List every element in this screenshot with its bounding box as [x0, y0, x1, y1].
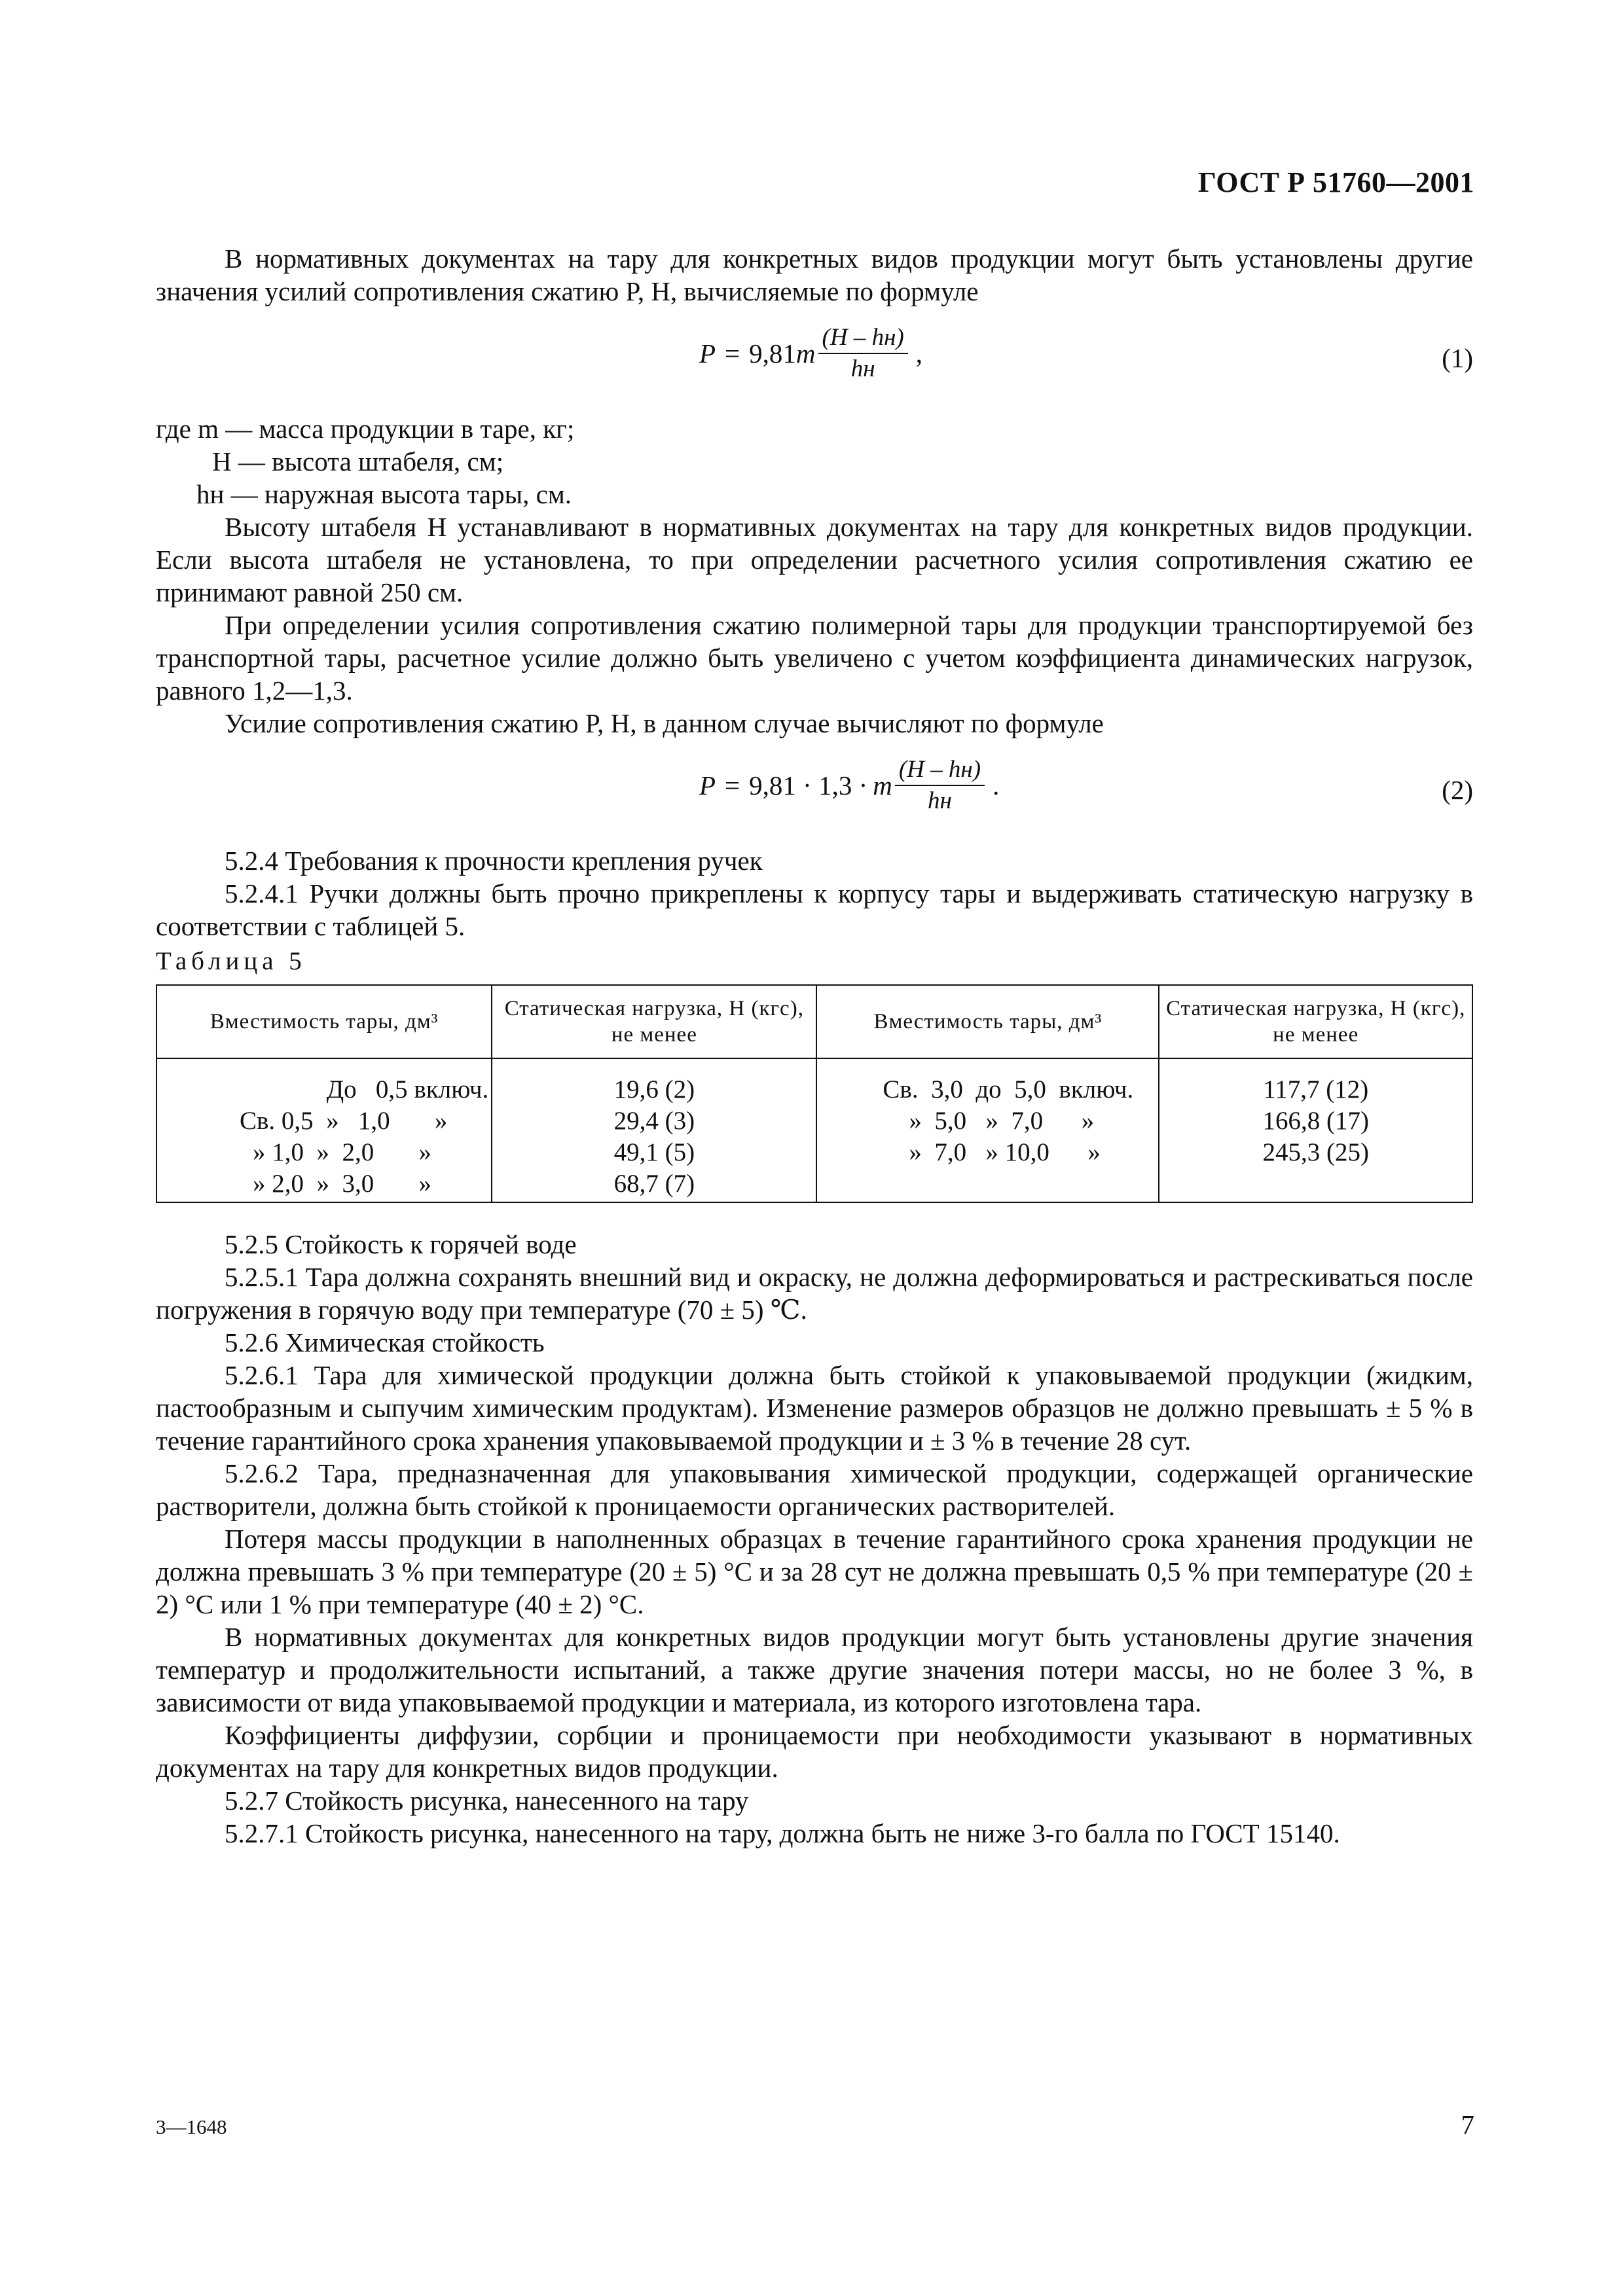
where-line-1: где m — масса продукции в таре, кг; [156, 414, 575, 444]
table-5 [156, 984, 1473, 1203]
formula-2 [156, 747, 1473, 833]
table-cell-load: 49,1 (5) [492, 1137, 816, 1168]
table-cell-load: 19,6 (2) [492, 1074, 816, 1105]
where-line-3: hн — наружная высота тары, см. [196, 479, 572, 509]
section-5-2-7-heading: 5.2.7 Стойкость рисунка, нанесенного на тару [225, 1785, 749, 1816]
intro-paragraph: В нормативных документах на тару для конкретных видов продукции могут быть установлены другие значения усилий сопротивления сжатию P, Н, вычисляемые по формуле [156, 243, 1473, 306]
formula-1-fraction [818, 323, 908, 384]
formula-2-denominator: hн [928, 787, 952, 814]
section-5-2-4-1: 5.2.4.1 Ручки должны быть прочно прикреплены к корпусу тары и выдерживать статическую нагрузку в соответствии с таблицей 5. [156, 878, 1473, 941]
mass-loss-paragraph: Потеря массы продукции в наполненных образцах в течение гарантийного срока хранения продукции не должна превышать 3 % при температуре (20 ± 5) °С и за 28 сут не должна превышать 0,5 % при температуре (20 ± 2) °С или 1 % при температуре (40 ± 2) °С. [156, 1524, 1473, 1619]
document-body [156, 242, 1473, 1850]
table-cell-capacity: » 5,0 » 7,0 » [909, 1107, 1095, 1135]
stack-height-paragraph: Высоту штабеля H устанавливают в нормативных документах на тару для конкретных видов продукции. Если высота штабеля не установлена, то при определении расчетного усилия сопротивления сжатию ее принимают равной 250 см. [156, 512, 1473, 607]
document-code: ГОСТ Р 51760—2001 [1197, 166, 1474, 198]
table-cell-capacity: Св. 3,0 до 5,0 включ. [883, 1075, 1134, 1103]
section-5-2-6-heading: 5.2.6 Химическая стойкость [225, 1327, 545, 1357]
formula-1-numerator: (H – hн) [822, 324, 904, 351]
footer-print-code: 3—1648 [156, 2115, 227, 2138]
formula-2-intro: Усилие сопротивления сжатию P, Н, в данном случае вычисляют по формуле [225, 708, 1104, 738]
table-cell-capacity: Св. 0,5 » 1,0 » [240, 1107, 448, 1135]
table-header-row [156, 985, 1472, 1058]
formula-2-eq: = [725, 770, 740, 800]
table-row [156, 1074, 1472, 1105]
section-5-2-5-heading: 5.2.5 Стойкость к горячей воде [225, 1229, 577, 1259]
table-cell-load: 68,7 (7) [492, 1168, 816, 1202]
coefficients-paragraph: Коэффициенты диффузии, сорбции и проницаемости при необходимости указывают в нормативных документах на тару для конкретных видов продукции. [156, 1720, 1473, 1783]
where-line-2: H — высота штабеля, см; [212, 446, 504, 476]
formula-2-lhs: P [699, 770, 716, 800]
formula-1 [156, 315, 1473, 401]
formula-1-trail: , [915, 338, 922, 368]
table-cell-capacity: » 2,0 » 3,0 » [253, 1170, 431, 1198]
formula-2-number: (2) [1442, 775, 1473, 805]
page-number: 7 [1461, 2109, 1474, 2140]
table-cell-capacity: До 0,5 включ. [326, 1075, 489, 1103]
table-header-capacity-right: Вместимость тары, дм³ [816, 985, 1159, 1058]
formula-1-var: m [795, 338, 816, 368]
formula-1-coef: 9,81 [749, 338, 796, 368]
table-row [156, 1168, 1472, 1202]
formula-1-lhs: P [699, 338, 716, 368]
formula-2-trail: . [993, 770, 1000, 800]
section-5-2-6-1: 5.2.6.1 Тара для химической продукции должна быть стойкой к упаковываемой продукции (жидким, пастообразным и сыпучим химическим продуктам). Изменение размеров образцов не должно превышать ± 5 % в течение гарантийного срока хранения упаковываемой продукции и ± 3 % в течение 28 сут. [156, 1360, 1473, 1456]
section-5-2-5-1: 5.2.5.1 Тара должна сохранять внешний вид и окраску, не должна деформироваться и растрескиваться после погружения в горячую воду при температуре (70 ± 5) ℃. [156, 1262, 1473, 1325]
table-cell-capacity: » 1,0 » 2,0 » [253, 1138, 431, 1166]
formula-2-fraction [895, 755, 985, 816]
table-header-load-left: Статическая нагрузка, Н (кгс), не менее [492, 985, 816, 1058]
table-row [156, 1137, 1472, 1168]
table-row [156, 1105, 1472, 1137]
section-5-2-6-2: 5.2.6.2 Тара, предназначенная для упаковывания химической продукции, содержащей органические растворители, должна быть стойкой к проницаемости органических растворителей. [156, 1458, 1473, 1521]
table-caption: Таблица 5 [156, 947, 306, 975]
formula-2-numerator: (H – hн) [898, 756, 981, 783]
table-cell-load: 117,7 (12) [1159, 1074, 1472, 1105]
formula-1-eq: = [725, 338, 740, 368]
table-header-capacity-left: Вместимость тары, дм³ [156, 985, 492, 1058]
formula-1-number: (1) [1442, 343, 1473, 373]
formula-2-var: m [873, 770, 892, 800]
table-cell-load: 245,3 (25) [1159, 1137, 1472, 1168]
other-values-paragraph: В нормативных документах для конкретных видов продукции могут быть установлены другие значения температур и продолжительности испытаний, а также другие значения потери массы, но не более 3 %, в зависимости от вида упаковываемой продукции и материала, из которого изготовлена тара. [156, 1622, 1473, 1717]
section-5-2-4-heading: 5.2.4 Требования к прочности крепления ручек [225, 846, 763, 876]
formula-1-denominator: hн [850, 355, 875, 382]
formula-2-coef: 9,81 · 1,3 · [749, 770, 868, 800]
table-cell-load: 29,4 (3) [492, 1105, 816, 1137]
table-cell-load: 166,8 (17) [1159, 1105, 1472, 1137]
table-cell-capacity: » 7,0 » 10,0 » [909, 1138, 1101, 1166]
polymer-paragraph: При определении усилия сопротивления сжатию полимерной тары для продукции транспортируемой без транспортной тары, расчетное усилие должно быть увеличено с учетом коэффициента динамических нагрузок, равного 1,2—1,3. [156, 610, 1473, 706]
section-5-2-7-1: 5.2.7.1 Стойкость рисунка, нанесенного на тару, должна быть не ниже 3-го балла по ГОСТ 15140. [225, 1818, 1340, 1848]
table-header-load-right: Статическая нагрузка, Н (кгс), не менее [1159, 985, 1472, 1058]
